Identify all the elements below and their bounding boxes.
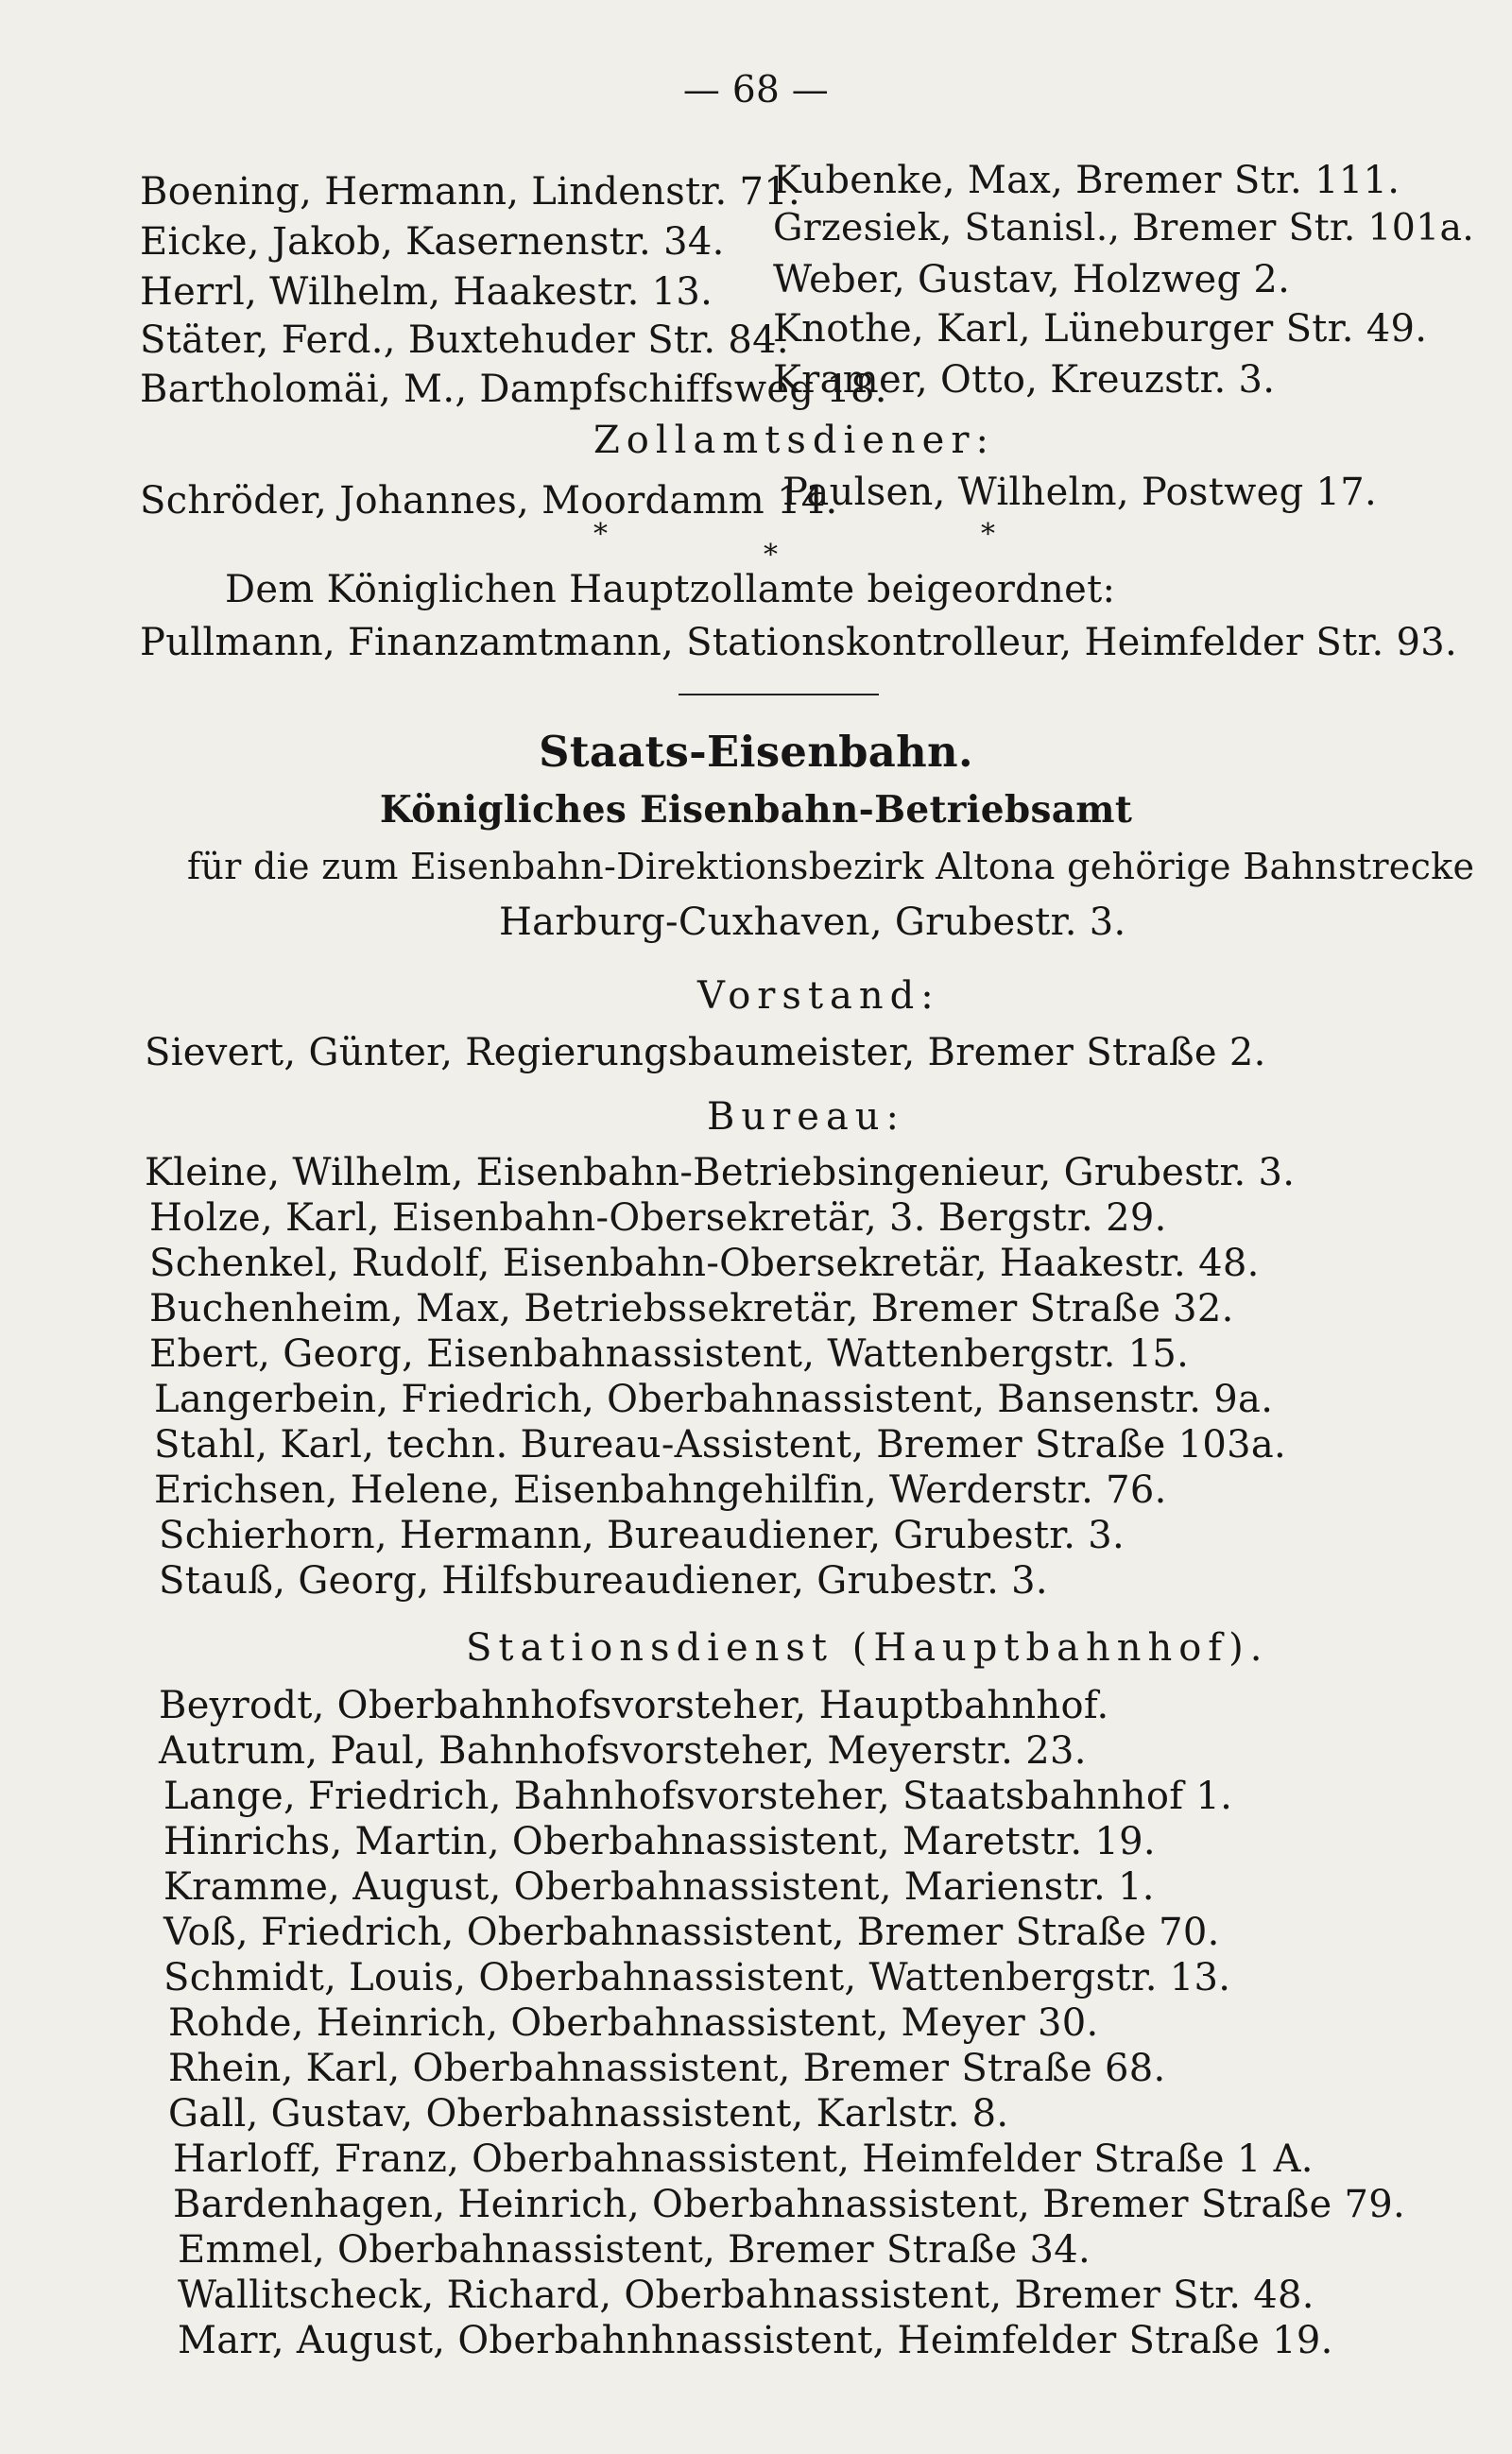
list-item: Beyrodt, Oberbahnhofsvorsteher, Hauptbahnhof. [159,1684,1109,1727]
list-item: Buchenheim, Max, Betriebssekretär, Bremer Straße 32. [149,1287,1234,1330]
list-item: Lange, Friedrich, Bahnhofsvorsteher, Staatsbahnhof 1. [163,1775,1233,1818]
entry-left: Bartholomäi, M., Dampfschiffsweg 18. [140,368,887,411]
list-item: Hinrichs, Martin, Oberbahnassistent, Maretstr. 19. [163,1820,1156,1863]
entry-right: Paulsen, Wilhelm, Postweg 17. [782,471,1378,514]
list-item: Schmidt, Louis, Oberbahnassistent, Wattenbergstr. 13. [163,1956,1231,1999]
section-heading-vorstand: Vorstand: [697,974,940,1018]
section-heading-bureau: Bureau: [707,1095,906,1139]
page-number: — 68 — [682,69,830,112]
section-heading-stationsdienst: Stationsdienst (Hauptbahnhof). [466,1626,1269,1670]
section-title-staats-eisenbahn: Staats-Eisenbahn. [539,727,973,777]
list-item: Stauß, Georg, Hilfsbureaudiener, Grubestr. 3. [159,1559,1048,1603]
list-item: Schenkel, Rudolf, Eisenbahn-Obersekretär, Haakestr. 48. [149,1242,1260,1285]
list-item: Marr, August, Oberbahnhnassistent, Heimfelder Straße 19. [178,2319,1333,2362]
list-item: Kleine, Wilhelm, Eisenbahn-Betriebsingenieur, Grubestr. 3. [145,1151,1296,1194]
entry: Sievert, Günter, Regierungsbaumeister, Bremer Straße 2. [145,1031,1266,1074]
list-item: Schierhorn, Hermann, Bureaudiener, Grubestr. 3. [159,1514,1125,1557]
list-item: Ebert, Georg, Eisenbahnassistent, Wattenbergstr. 15. [149,1332,1190,1376]
entry-right: Weber, Gustav, Holzweg 2. [773,258,1291,301]
list-item: Langerbein, Friedrich, Oberbahnassistent, Bansenstr. 9a. [154,1378,1274,1421]
entry-right: Grzesiek, Stanisl., Bremer Str. 101a. [773,206,1475,249]
list-item: Voß, Friedrich, Oberbahnassistent, Bremer Straße 70. [163,1911,1220,1954]
entry-left: Schröder, Johannes, Moordamm 14. [140,479,838,523]
description-line: für die zum Eisenbahn-Direktionsbezirk Altona gehörige Bahnstrecke [187,846,1475,887]
list-item: Stahl, Karl, techn. Bureau-Assistent, Bremer Straße 103a. [154,1423,1287,1467]
subtitle-betriebsamt: Königliches Eisenbahn-Betriebsamt [379,788,1133,832]
list-item: Erichsen, Helene, Eisenbahngehilfin, Werderstr. 76. [154,1468,1167,1512]
list-item: Bardenhagen, Heinrich, Oberbahnassistent, Bremer Straße 79. [173,2183,1405,2226]
entry-right: Kubenke, Max, Bremer Str. 111. [773,159,1400,202]
entry-left: Stäter, Ferd., Buxtehuder Str. 84. [140,318,789,362]
list-item: Rhein, Karl, Oberbahnassistent, Bremer Straße 68. [168,2047,1166,2090]
entry-left: Herrl, Wilhelm, Haakestr. 13. [140,270,713,314]
list-item: Kramme, August, Oberbahnassistent, Marienstr. 1. [163,1865,1155,1909]
entry: Pullmann, Finanzamtmann, Stationskontrolleur, Heimfelder Str. 93. [140,621,1458,664]
entry-right: Kramer, Otto, Kreuzstr. 3. [773,358,1276,402]
list-item: Rohde, Heinrich, Oberbahnassistent, Meyer 30. [168,2001,1099,2045]
entry-left: Boening, Hermann, Lindenstr. 71. [140,170,801,214]
separator-star: * [593,518,608,551]
list-item: Emmel, Oberbahnassistent, Bremer Straße 34. [178,2228,1091,2272]
list-item: Holze, Karl, Eisenbahn-Obersekretär, 3. Bergstr. 29. [149,1196,1167,1240]
section-heading-hauptzollamt: Dem Königlichen Hauptzollamte beigeordnet: [225,568,1116,611]
list-item: Autrum, Paul, Bahnhofsvorsteher, Meyerstr. 23. [159,1729,1087,1773]
list-item: Harloff, Franz, Oberbahnassistent, Heimfelder Straße 1 A. [173,2137,1314,2181]
list-item: Wallitscheck, Richard, Oberbahnassistent, Bremer Str. 48. [178,2274,1314,2317]
list-item: Gall, Gustav, Oberbahnassistent, Karlstr. 8. [168,2092,1009,2136]
section-heading-zollamtsdiener: Zollamtsdiener: [593,419,995,462]
entry-right: Knothe, Karl, Lüneburger Str. 49. [773,307,1428,351]
separator-star: * [981,518,995,551]
entry-left: Eicke, Jakob, Kasernenstr. 34. [140,220,725,264]
description-line: Harburg-Cuxhaven, Grubestr. 3. [499,901,1126,944]
divider-rule [679,694,879,695]
separator-star: * [764,539,778,572]
